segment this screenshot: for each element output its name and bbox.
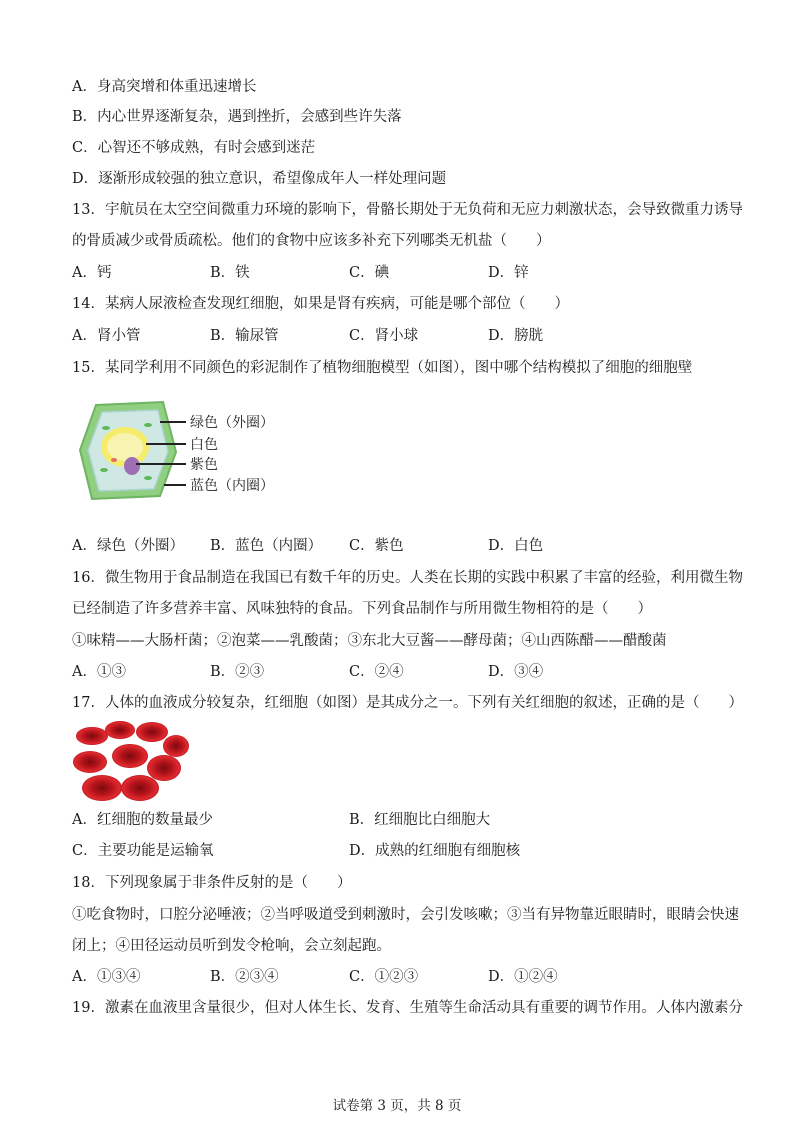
red-blood-cell bbox=[73, 751, 107, 773]
figure-label-blue: 蓝色（内圈） bbox=[190, 478, 274, 494]
chloroplast bbox=[100, 468, 108, 472]
red-blood-cell bbox=[136, 722, 168, 742]
chloroplast bbox=[144, 423, 152, 427]
nucleus-purple bbox=[124, 457, 140, 475]
q13-stem-line1: 13．宇航员在太空空间微重力环境的影响下，骨骼长期处于无负荷和无应力刺激状态，会导致微重力诱导 bbox=[72, 202, 743, 218]
q16-option-d: D．③④ bbox=[488, 664, 544, 680]
q16-stem-line3: ①味精——大肠杆菌；②泡菜——乳酸菌；③东北大豆酱——酵母菌；④山西陈醋——醋酸菌 bbox=[72, 633, 667, 649]
q17-option-b: B．红细胞比白细胞大 bbox=[349, 812, 491, 828]
q17-option-d: D．成熟的红细胞有细胞核 bbox=[349, 843, 521, 859]
q14-option-a: A．肾小管 bbox=[72, 328, 141, 344]
red-blood-cell bbox=[82, 775, 122, 801]
q17-stem: 17．人体的血液成分较复杂，红细胞（如图）是其成分之一。下列有关红细胞的叙述，正确的是（ ） bbox=[72, 695, 743, 711]
q15-option-d: D．白色 bbox=[488, 538, 544, 554]
red-blood-cell bbox=[121, 775, 159, 801]
red-blood-cells-figure bbox=[72, 716, 192, 806]
q13-option-a: A．钙 bbox=[72, 265, 112, 281]
q17-option-c: C．主要功能是运输氧 bbox=[72, 843, 214, 859]
q18-option-c: C．①②③ bbox=[349, 969, 419, 985]
chloroplast bbox=[102, 426, 110, 430]
q12-option-a: A．身高突增和体重迅速增长 bbox=[72, 79, 257, 95]
red-blood-cell bbox=[112, 744, 148, 768]
q14-option-c: C．肾小球 bbox=[349, 328, 419, 344]
q16-option-a: A．①③ bbox=[72, 664, 126, 680]
q13-option-d: D．锌 bbox=[488, 265, 529, 281]
q16-option-b: B．②③ bbox=[210, 664, 265, 680]
q17-option-a: A．红细胞的数量最少 bbox=[72, 812, 213, 828]
q12-option-d: D．逐渐形成较强的独立意识，希望像成年人一样处理问题 bbox=[72, 171, 447, 187]
q16-option-c: C．②④ bbox=[349, 664, 404, 680]
figure-label-purple: 紫色 bbox=[190, 457, 218, 473]
q13-option-b: B．铁 bbox=[210, 265, 250, 281]
q15-option-c: C．紫色 bbox=[349, 538, 404, 554]
q14-option-d: D．膀胱 bbox=[488, 328, 544, 344]
red-blood-cell bbox=[147, 755, 181, 781]
q16-stem-line2: 已经制造了许多营养丰富、风味独特的食品。下列食品制作与所用微生物相符的是（ ） bbox=[72, 601, 652, 617]
figure-label-green: 绿色（外圈） bbox=[190, 415, 274, 431]
red-blood-cell bbox=[76, 727, 108, 745]
vacuole-highlight bbox=[107, 433, 143, 461]
q15-stem: 15．某同学利用不同颜色的彩泥制作了植物细胞模型（如图），图中哪个结构模拟了细胞的细胞壁 bbox=[72, 360, 693, 376]
q18-option-d: D．①②④ bbox=[488, 969, 558, 985]
q16-stem-line1: 16．微生物用于食品制造在我国已有数千年的历史。人类在长期的实践中积累了丰富的经验，利用微生物 bbox=[72, 570, 743, 586]
chloroplast bbox=[144, 476, 152, 480]
page-footer: 试卷第 3 页，共 8 页 bbox=[332, 1098, 462, 1114]
q12-option-b: B．内心世界逐渐复杂，遇到挫折，会感到些许失落 bbox=[72, 109, 402, 125]
q14-stem: 14．某病人尿液检查发现红细胞，如果是肾有疾病，可能是哪个部位（ ） bbox=[72, 296, 569, 312]
q18-stem-line2: ①吃食物时，口腔分泌唾液；②当呼吸道受到刺激时，会引发咳嗽；③当有异物靠近眼睛时，眼睛会快速 bbox=[72, 907, 739, 923]
q12-option-c: C．心智还不够成熟，有时会感到迷茫 bbox=[72, 140, 316, 156]
q18-stem-line3: 闭上；④田径运动员听到发令枪响，会立刻起跑。 bbox=[72, 938, 391, 954]
q14-option-b: B．输尿管 bbox=[210, 328, 279, 344]
figure-label-white: 白色 bbox=[190, 437, 218, 453]
q18-option-b: B．②③④ bbox=[210, 969, 279, 985]
plant-cell-figure bbox=[78, 400, 288, 505]
organelle-red bbox=[111, 458, 117, 462]
red-blood-cell bbox=[105, 721, 135, 739]
q15-option-b: B．蓝色（内圈） bbox=[210, 538, 323, 554]
q19-stem-line1: 19．激素在血液里含量很少，但对人体生长、发育、生殖等生命活动具有重要的调节作用。人体内激素分 bbox=[72, 1000, 743, 1016]
q18-stem: 18．下列现象属于非条件反射的是（ ） bbox=[72, 875, 352, 891]
red-blood-cell bbox=[163, 735, 189, 757]
q13-stem-line2: 的骨质减少或骨质疏松。他们的食物中应该多补充下列哪类无机盐（ ） bbox=[72, 233, 551, 249]
q15-option-a: A．绿色（外圈） bbox=[72, 538, 184, 554]
q18-option-a: A．①③④ bbox=[72, 969, 141, 985]
q13-option-c: C．碘 bbox=[349, 265, 390, 281]
